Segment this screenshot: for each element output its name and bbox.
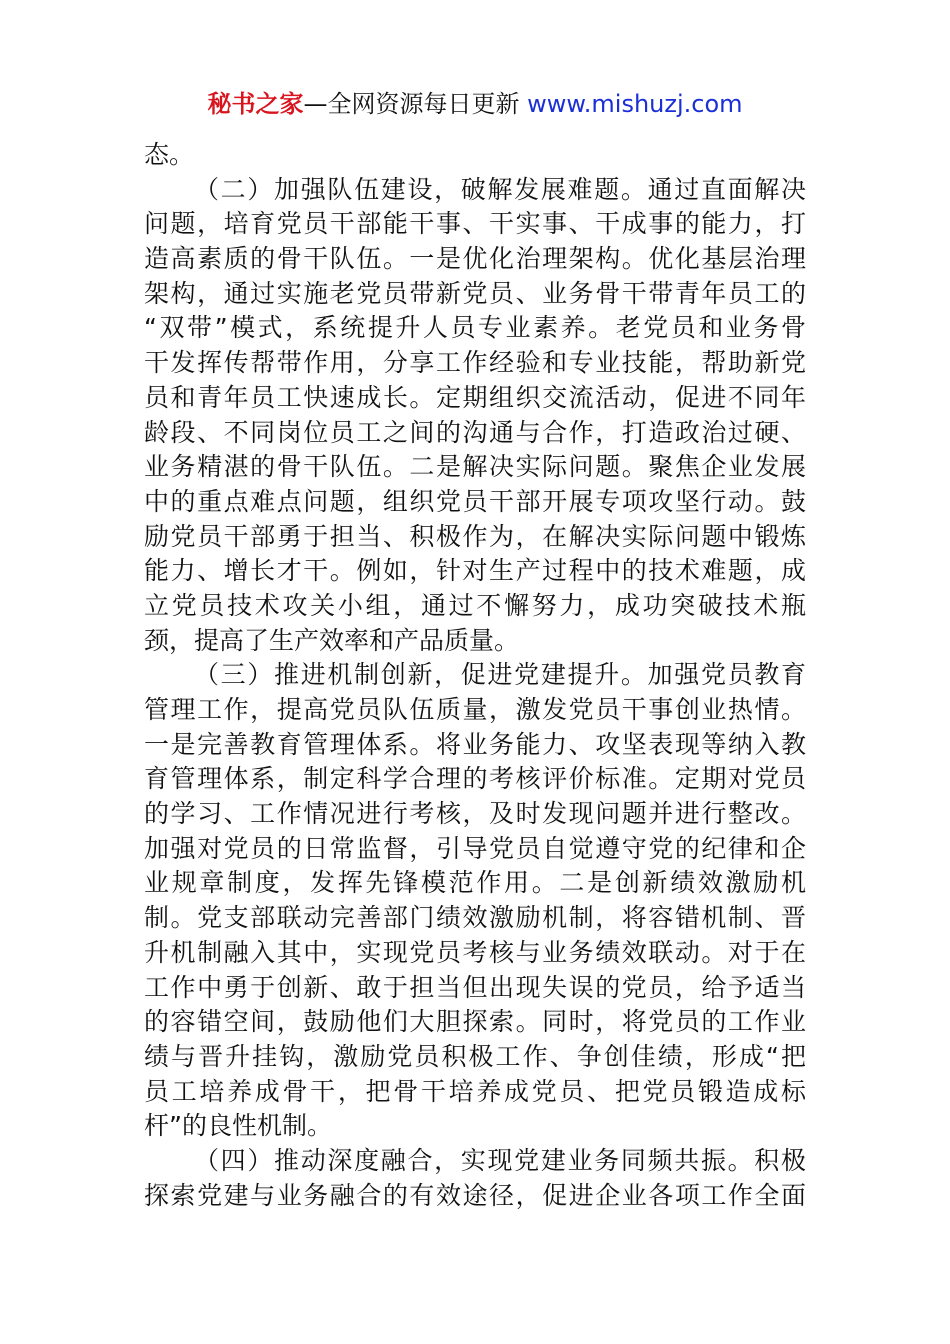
text-line: 绩与晋升挂钩，激励党员积极工作、争创佳绩，形成“把 [144,1041,806,1071]
text-line: 能力、增长才干。例如，针对生产过程中的技术难题，成 [144,556,806,586]
text-line: 探索党建与业务融合的有效途径，促进企业各项工作全面 [144,1180,806,1210]
document-body [144,138,806,1213]
text-line: 问题，培育党员干部能干事、干实事、干成事的能力，打 [144,209,806,239]
text-line: 立党员技术攻关小组，通过不懈努力，成功突破技术瓶 [144,590,806,620]
text-line: 龄段、不同岗位员工之间的沟通与合作，打造政治过硬、 [144,417,806,447]
paragraph-heading-line: （四）推动深度融合，实现党建业务同频共振。积极 [194,1145,806,1175]
text-line: 中的重点难点问题，组织党员干部开展专项攻坚行动。鼓 [144,486,806,516]
site-header [0,86,950,122]
text-line: 加强对党员的日常监督，引导党员自觉遵守党的纪律和企 [144,833,806,863]
site-brand: 秘书之家 [207,90,304,118]
paragraph-heading-line: （二）加强队伍建设，破解发展难题。通过直面解决 [194,174,806,204]
text-line: 员工培养成骨干，把骨干培养成党员、把党员锻造成标 [144,1076,806,1106]
site-tagline: —全网资源每日更新 [303,90,528,118]
text-line: 励党员干部勇于担当、积极作为，在解决实际问题中锻炼 [144,521,806,551]
text-line: 的学习、工作情况进行考核，及时发现问题并进行整改。 [144,799,806,829]
text-line: 的容错空间，鼓励他们大胆探索。同时，将党员的工作业 [144,1007,806,1037]
text-line: 态。 [144,140,195,169]
text-line: 造高素质的骨干队伍。一是优化治理架构。优化基层治理 [144,244,806,274]
text-line: 升机制融入其中，实现党员考核与业务绩效联动。对于在 [144,937,806,967]
text-line: 工作中勇于创新、敢于担当但出现失误的党员，给予适当 [144,972,806,1002]
text-line: 业规章制度，发挥先锋模范作用。二是创新绩效激励机 [144,868,806,898]
text-line: 一是完善教育管理体系。将业务能力、攻坚表现等纳入教 [144,729,806,759]
paragraph-heading-line: （三）推进机制创新，促进党建提升。加强党员教育 [194,660,806,690]
text-line: 干发挥传帮带作用，分享工作经验和专业技能，帮助新党 [144,348,806,378]
site-url-link[interactable]: www.mishuzj.com [527,90,743,118]
text-line: 制。党支部联动完善部门绩效激励机制，将容错机制、晋 [144,903,806,933]
text-line: 颈，提高了生产效率和产品质量。 [144,625,520,655]
text-line: 员和青年员工快速成长。定期组织交流活动，促进不同年 [144,382,806,412]
text-line: 杆”的良性机制。 [144,1111,332,1141]
text-line: 业务精湛的骨干队伍。二是解决实际问题。聚焦企业发展 [144,452,806,482]
text-line: 育管理体系，制定科学合理的考核评价标准。定期对党员 [144,764,806,794]
text-line: “双带”模式，系统提升人员专业素养。老党员和业务骨 [144,313,806,343]
text-line: 管理工作，提高党员队伍质量，激发党员干事创业热情。 [144,695,806,724]
text-line: 架构，通过实施老党员带新党员、业务骨干带青年员工的 [144,278,806,308]
